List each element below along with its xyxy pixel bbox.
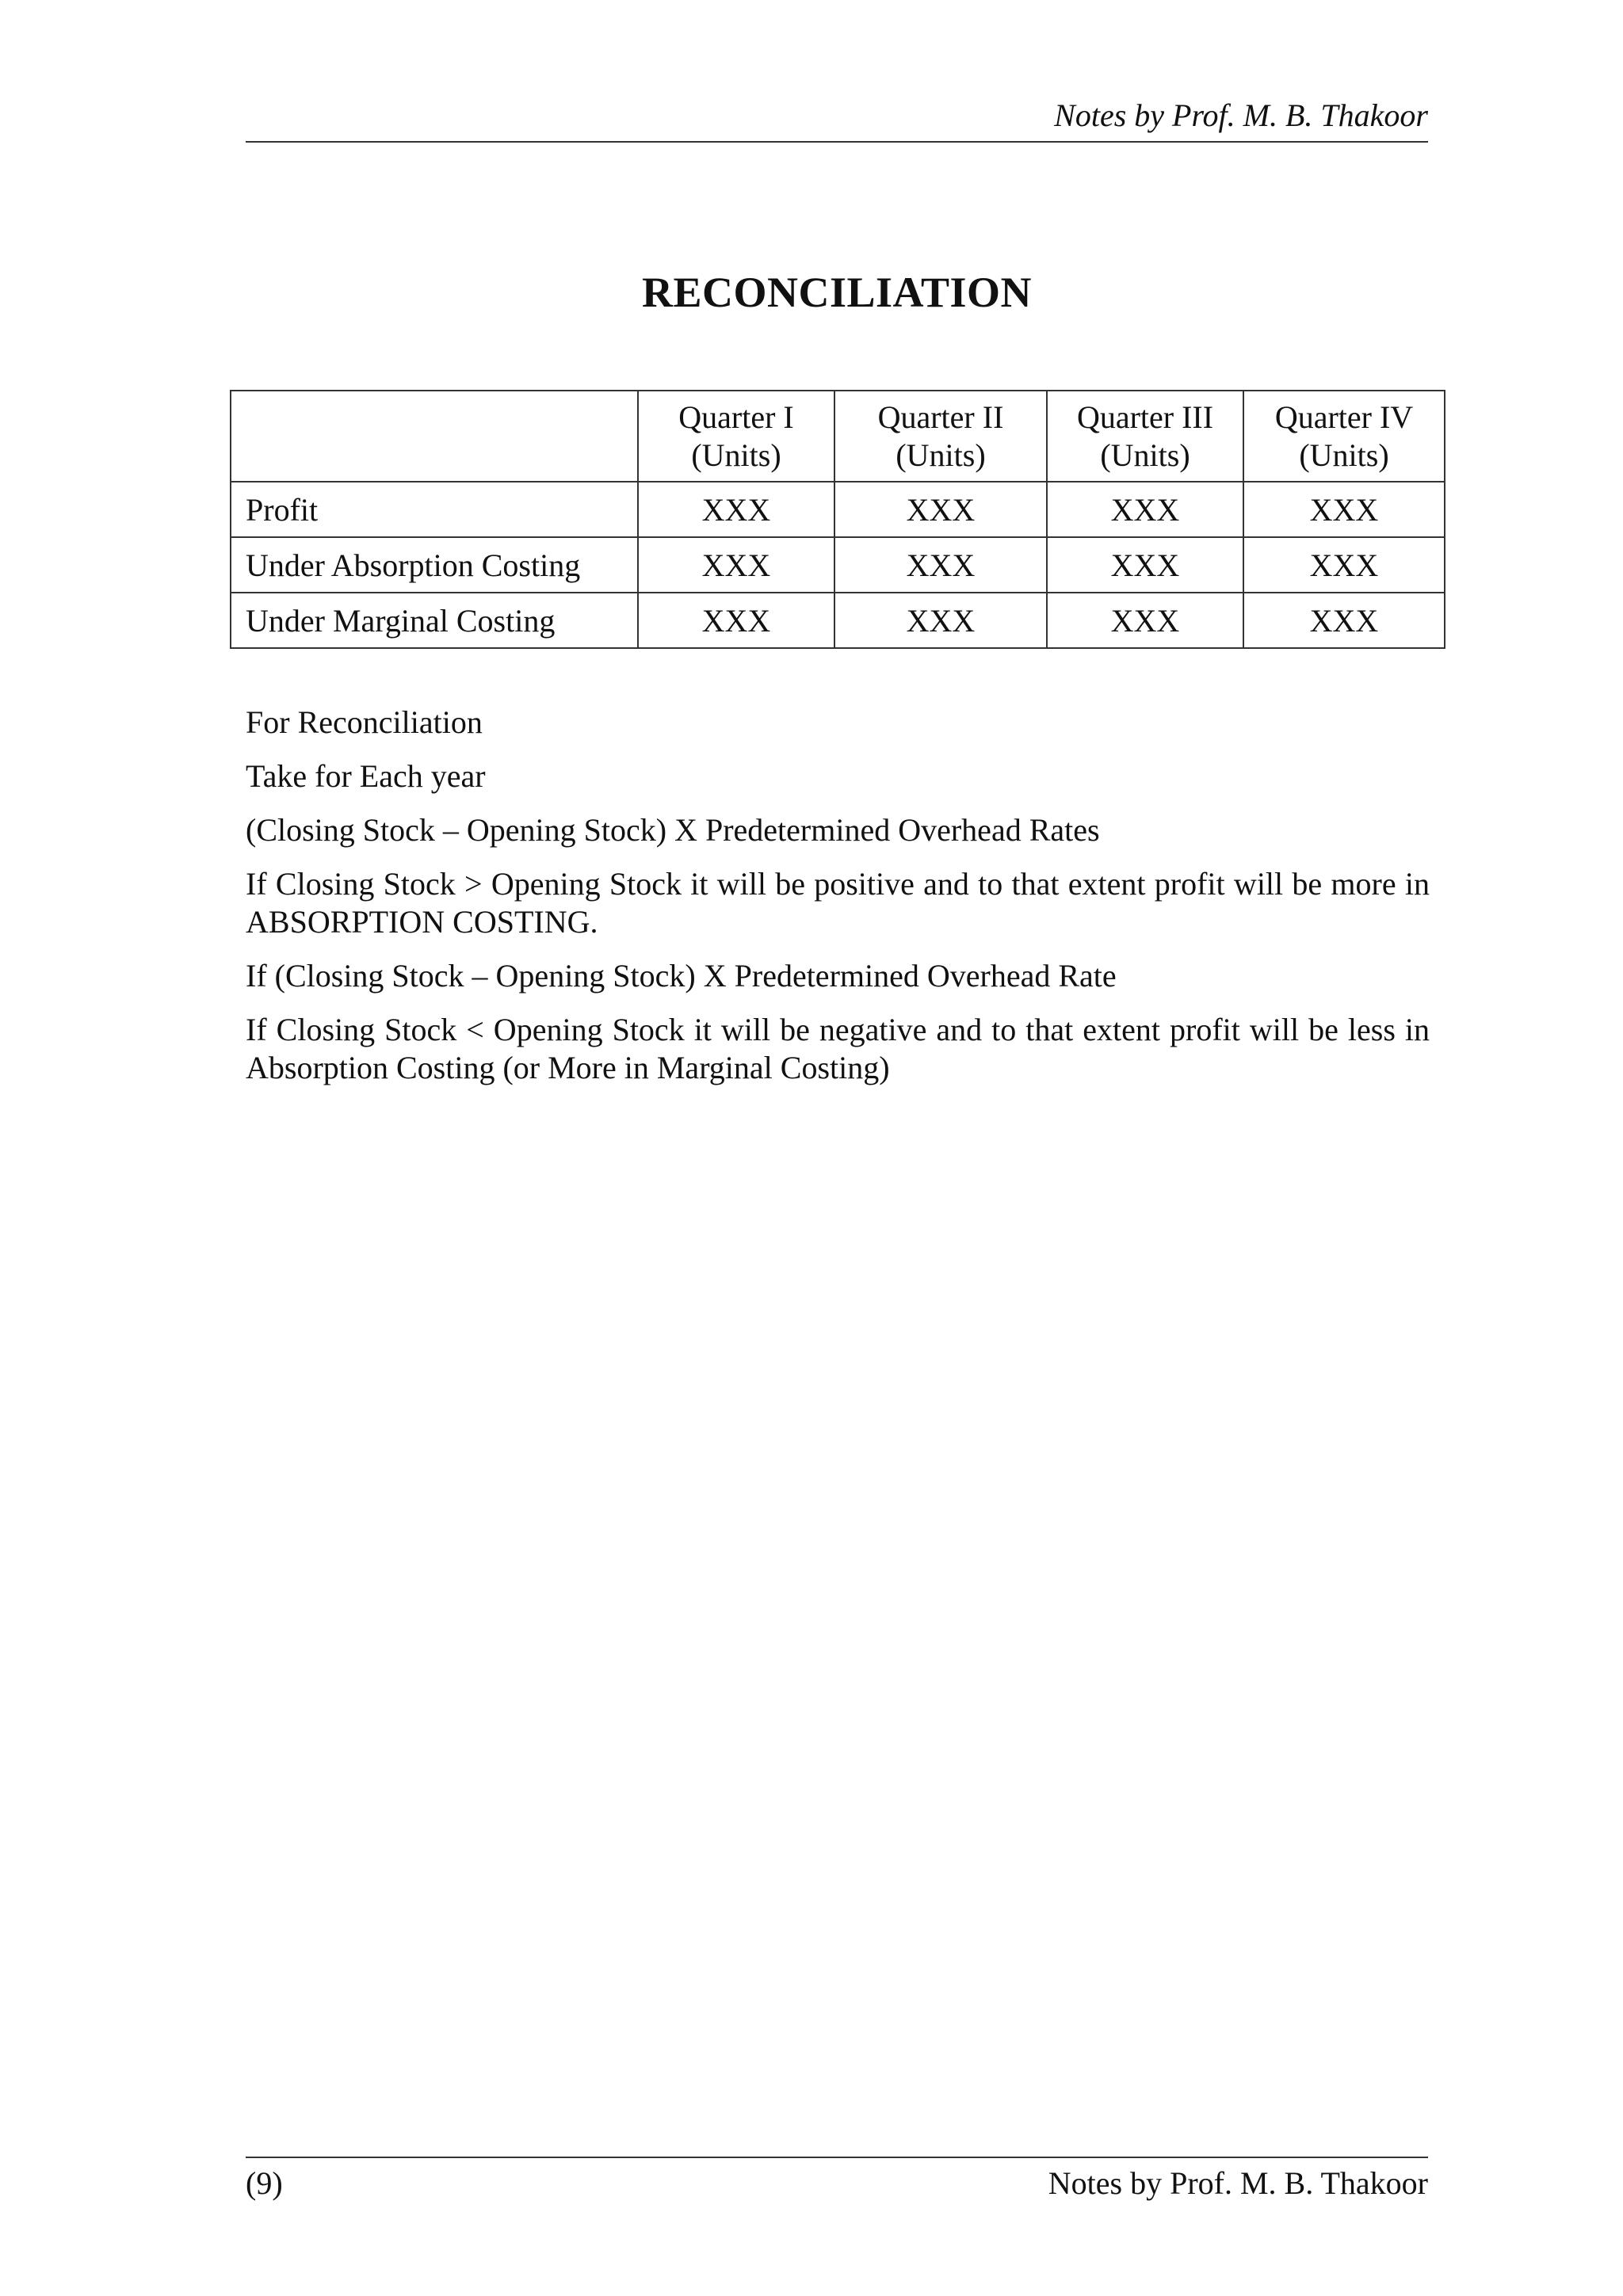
- table-cell: XXX: [834, 537, 1047, 593]
- footer-text: Notes by Prof. M. B. Thakoor: [1048, 2165, 1428, 2201]
- page-title: RECONCILIATION: [641, 269, 1033, 316]
- column-header-unit: (Units): [1100, 437, 1190, 473]
- note-paragraph: If Closing Stock > Opening Stock it will be positive and to that extent profit will be more in ABSORPTION COSTING.: [246, 866, 1430, 940]
- table-cell: XXX: [638, 482, 834, 537]
- note-paragraph: If Closing Stock < Opening Stock it will be negative and to that extent profit will be less in Absorption Costing (or More in Marginal Costing): [246, 1012, 1430, 1085]
- page-header: [246, 93, 1428, 143]
- note-paragraph: (Closing Stock – Opening Stock) X Predetermined Overhead Rates: [246, 812, 1100, 848]
- table-cell: XXX: [1243, 537, 1445, 593]
- note-paragraph: For Reconciliation: [246, 704, 483, 740]
- row-label: Under Marginal Costing: [231, 593, 638, 648]
- notes-section: [246, 704, 1430, 1103]
- note-paragraph: If (Closing Stock – Opening Stock) X Predetermined Overhead Rate: [246, 958, 1117, 994]
- column-header-unit: (Units): [896, 437, 986, 473]
- column-header-unit: (Units): [1299, 437, 1389, 473]
- column-header-unit: (Units): [691, 437, 781, 473]
- table-cell: XXX: [1047, 482, 1243, 537]
- column-header-quarter-3: [1047, 391, 1243, 482]
- table-row-absorption: [231, 537, 1445, 593]
- page-number: (9): [246, 2165, 283, 2201]
- column-header-blank: [231, 391, 638, 482]
- table-cell: XXX: [834, 593, 1047, 648]
- column-header-title: Quarter III: [1076, 399, 1214, 435]
- reconciliation-table: [230, 390, 1445, 649]
- table-cell: XXX: [638, 537, 834, 593]
- table-cell: XXX: [834, 482, 1047, 537]
- column-header-title: Quarter II: [877, 399, 1004, 435]
- table-cell: XXX: [638, 593, 834, 648]
- column-header-title: Quarter I: [678, 399, 794, 435]
- row-label: Profit: [231, 482, 638, 537]
- row-label: Under Absorption Costing: [231, 537, 638, 593]
- table-cell: XXX: [1047, 537, 1243, 593]
- column-header-quarter-4: [1243, 391, 1445, 482]
- header-text: Notes by Prof. M. B. Thakoor: [1054, 97, 1428, 133]
- column-header-title: Quarter IV: [1274, 399, 1414, 435]
- column-header-quarter-1: [638, 391, 834, 482]
- table-cell: XXX: [1243, 593, 1445, 648]
- note-paragraph: Take for Each year: [246, 758, 486, 794]
- table-row-marginal: [231, 593, 1445, 648]
- table-row-profit: [231, 482, 1445, 537]
- table-cell: XXX: [1047, 593, 1243, 648]
- page-footer: [246, 2157, 1428, 2206]
- column-header-quarter-2: [834, 391, 1047, 482]
- table-header-row: [231, 391, 1445, 482]
- table-cell: XXX: [1243, 482, 1445, 537]
